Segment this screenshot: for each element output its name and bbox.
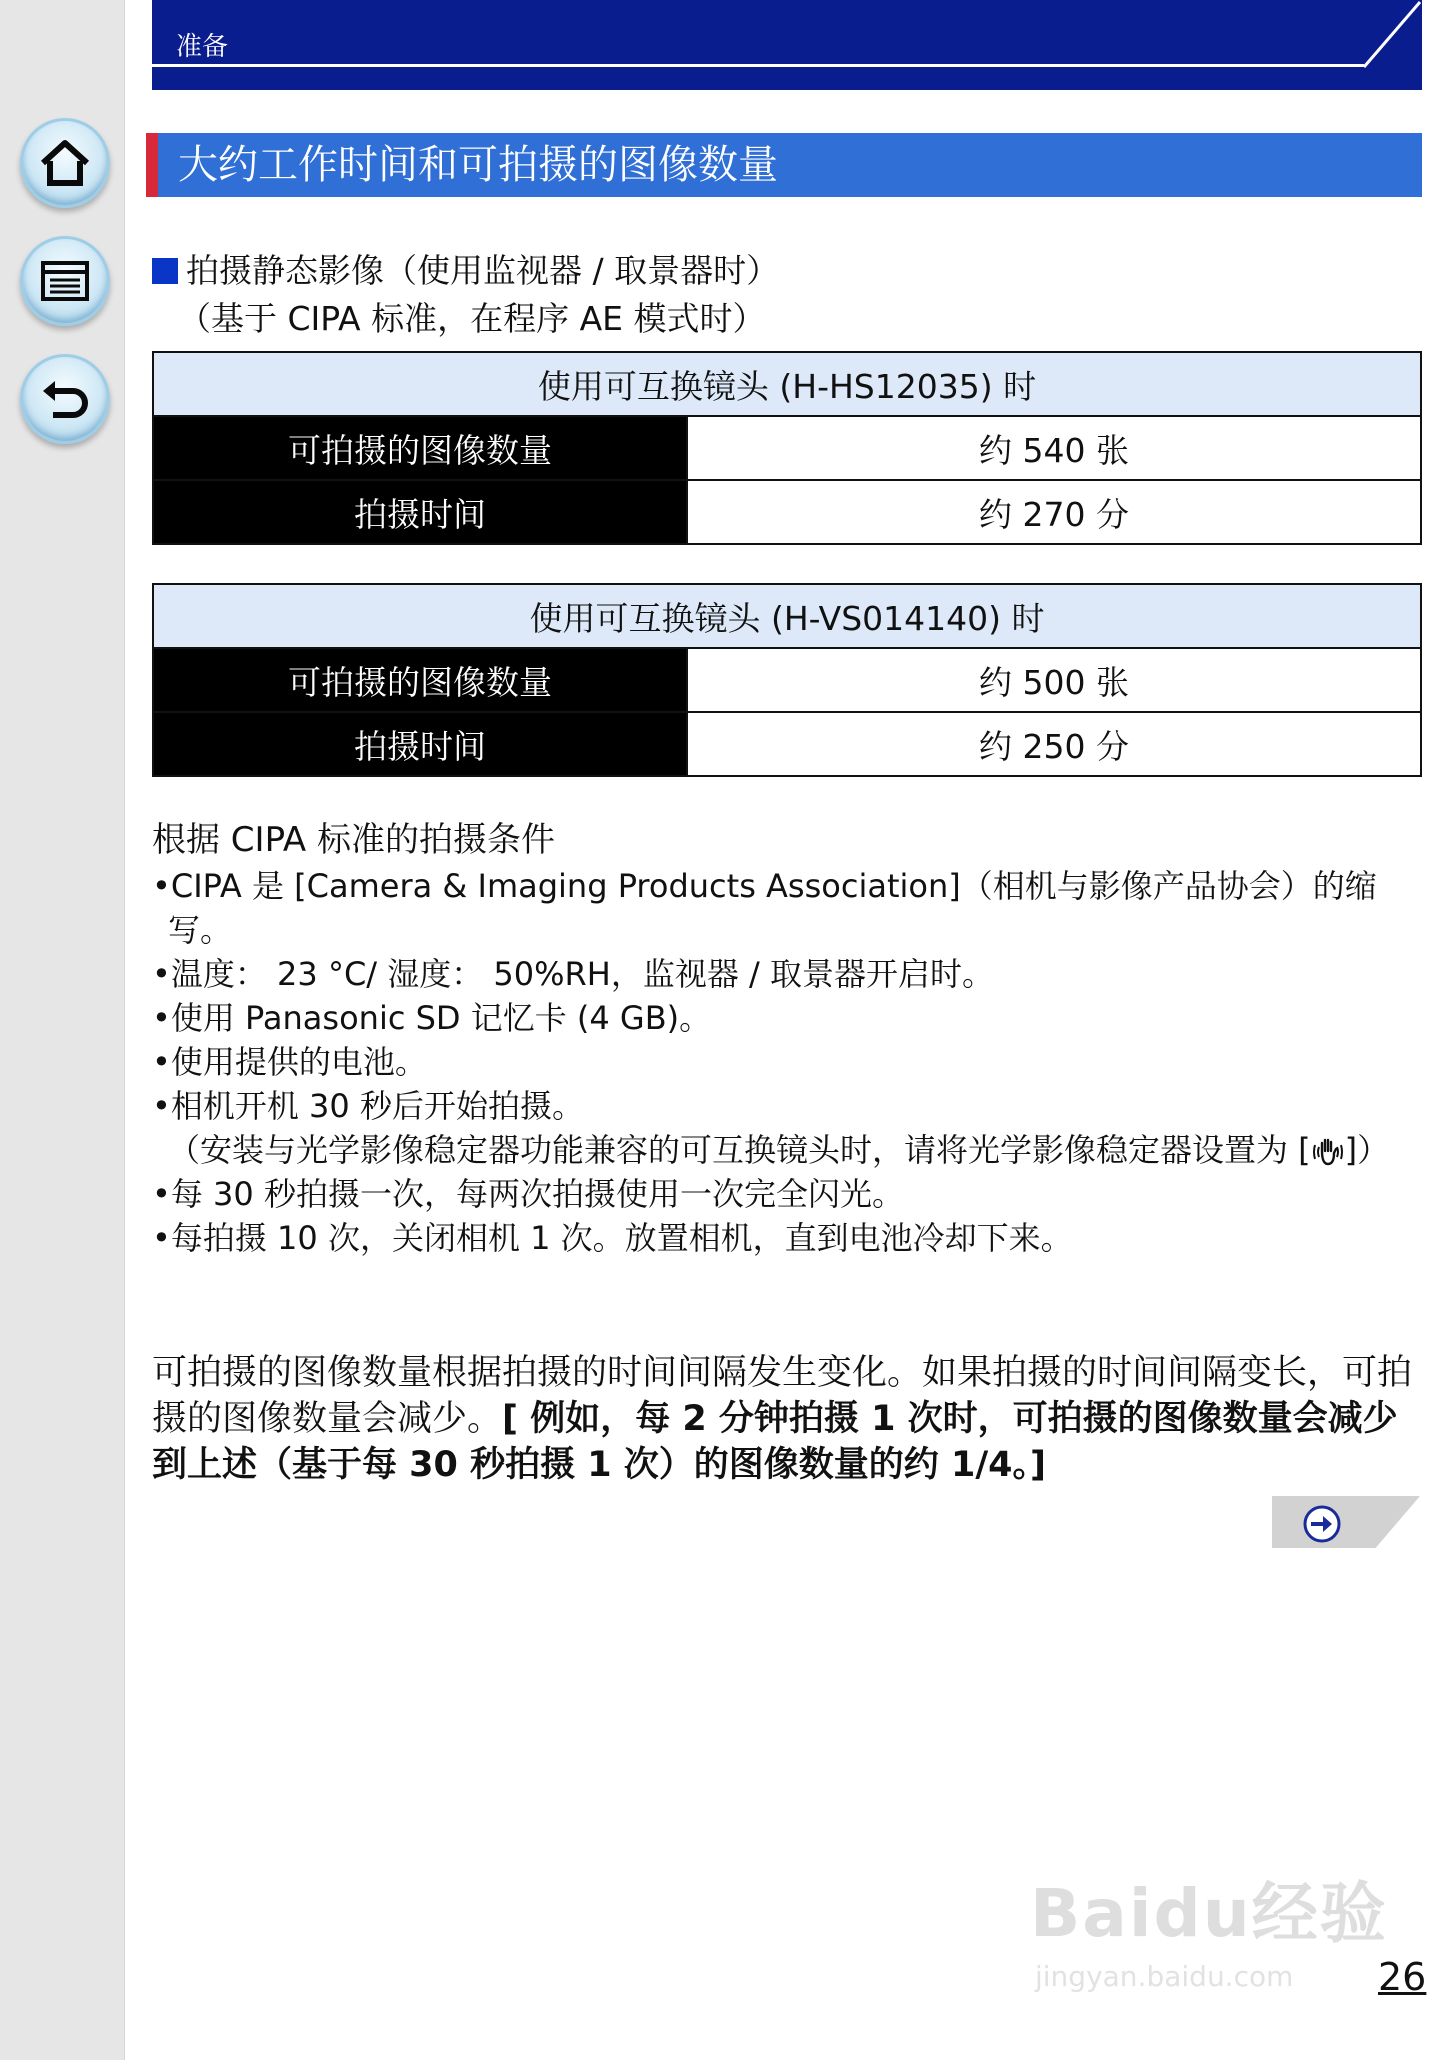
list-item: •每 30 秒拍摄一次，每两次拍摄使用一次完全闪光。 — [152, 1175, 904, 1213]
list-item: •相机开机 30 秒后开始拍摄。 — [152, 1087, 584, 1125]
row-value: 约 540 张 — [687, 416, 1421, 480]
back-icon — [37, 371, 93, 427]
list-item: •每拍摄 10 次，关闭相机 1 次。放置相机，直到电池冷却下来。 — [152, 1219, 1073, 1257]
stabilizer-note-prefix: （安装与光学影像稳定器功能兼容的可互换镜头时，请将光学影像稳定器设置为 [ — [168, 1131, 1311, 1169]
header-bar — [152, 0, 1422, 90]
table-row — [153, 480, 1421, 544]
subheading-line2: （基于 CIPA 标准，在程序 AE 模式时） — [178, 299, 766, 338]
spec-table-2 — [152, 583, 1422, 777]
bullet-square-icon — [152, 258, 178, 284]
row-label: 拍摄时间 — [153, 712, 687, 776]
stabilizer-note-suffix: ]） — [1344, 1131, 1390, 1169]
list-item: •使用提供的电池。 — [152, 1043, 427, 1081]
summary-paragraph — [152, 1350, 1424, 1488]
spec-table-title: 使用可互换镜头 (H-HS12035) 时 — [153, 352, 1421, 416]
row-label: 可拍摄的图像数量 — [153, 648, 687, 712]
spec-table-title: 使用可互换镜头 (H-VS014140) 时 — [153, 584, 1421, 648]
list-item: •温度： 23 °C/ 湿度： 50%RH，监视器 / 取景器开启时。 — [152, 955, 994, 993]
arrow-right-icon — [1302, 1504, 1342, 1544]
back-button[interactable] — [20, 354, 110, 444]
conditions-block — [152, 818, 1424, 1260]
row-label: 可拍摄的图像数量 — [153, 416, 687, 480]
stabilizer-note — [152, 1128, 1424, 1172]
row-value: 约 500 张 — [687, 648, 1421, 712]
list-item: •CIPA 是 [Camera & Imaging Products Association]（相机与影像产品协会）的缩写。 — [152, 867, 1377, 949]
section-title: 大约工作时间和可拍摄的图像数量 — [146, 133, 1422, 197]
spec-table-1 — [152, 351, 1422, 545]
list-item: •使用 Panasonic SD 记忆卡 (4 GB)。 — [152, 999, 712, 1037]
conditions-heading: 根据 CIPA 标准的拍摄条件 — [152, 820, 555, 860]
stabilizer-hand-icon — [1311, 1137, 1345, 1167]
subheading-line1 — [152, 245, 779, 292]
table-row — [153, 416, 1421, 480]
header-divider — [152, 64, 1364, 67]
row-label: 拍摄时间 — [153, 480, 687, 544]
page-number: 26 — [1378, 1955, 1427, 1999]
header-corner-decoration — [1340, 0, 1422, 70]
watermark-url: jingyan.baidu.com — [1035, 1960, 1294, 1993]
summary-bold-note: [ 例如，每 2 分钟拍摄 1 次时，可拍摄的图像数量会减少到上述（基于每 30 秒拍摄 1 次）的图像数量的约 1/4。] — [152, 1399, 1398, 1485]
table-row — [153, 712, 1421, 776]
menu-button[interactable] — [20, 236, 110, 326]
header-section-label: 准备 — [176, 32, 229, 62]
row-value: 约 270 分 — [687, 480, 1421, 544]
home-button[interactable] — [20, 118, 110, 208]
summary-text: 可拍摄的图像数量根据拍摄的时间间隔发生变化。如果拍摄的时间间隔变长，可拍摄的图像数量会减少。 — [152, 1353, 1413, 1439]
table-row — [153, 648, 1421, 712]
watermark-logo: Baidu经验 — [1030, 1875, 1388, 1952]
next-page-button[interactable] — [1272, 1496, 1420, 1548]
home-icon — [37, 135, 93, 191]
subheading-text: 拍摄静态影像（使用监视器 / 取景器时） — [186, 251, 780, 290]
row-value: 约 250 分 — [687, 712, 1421, 776]
menu-icon — [37, 253, 93, 309]
